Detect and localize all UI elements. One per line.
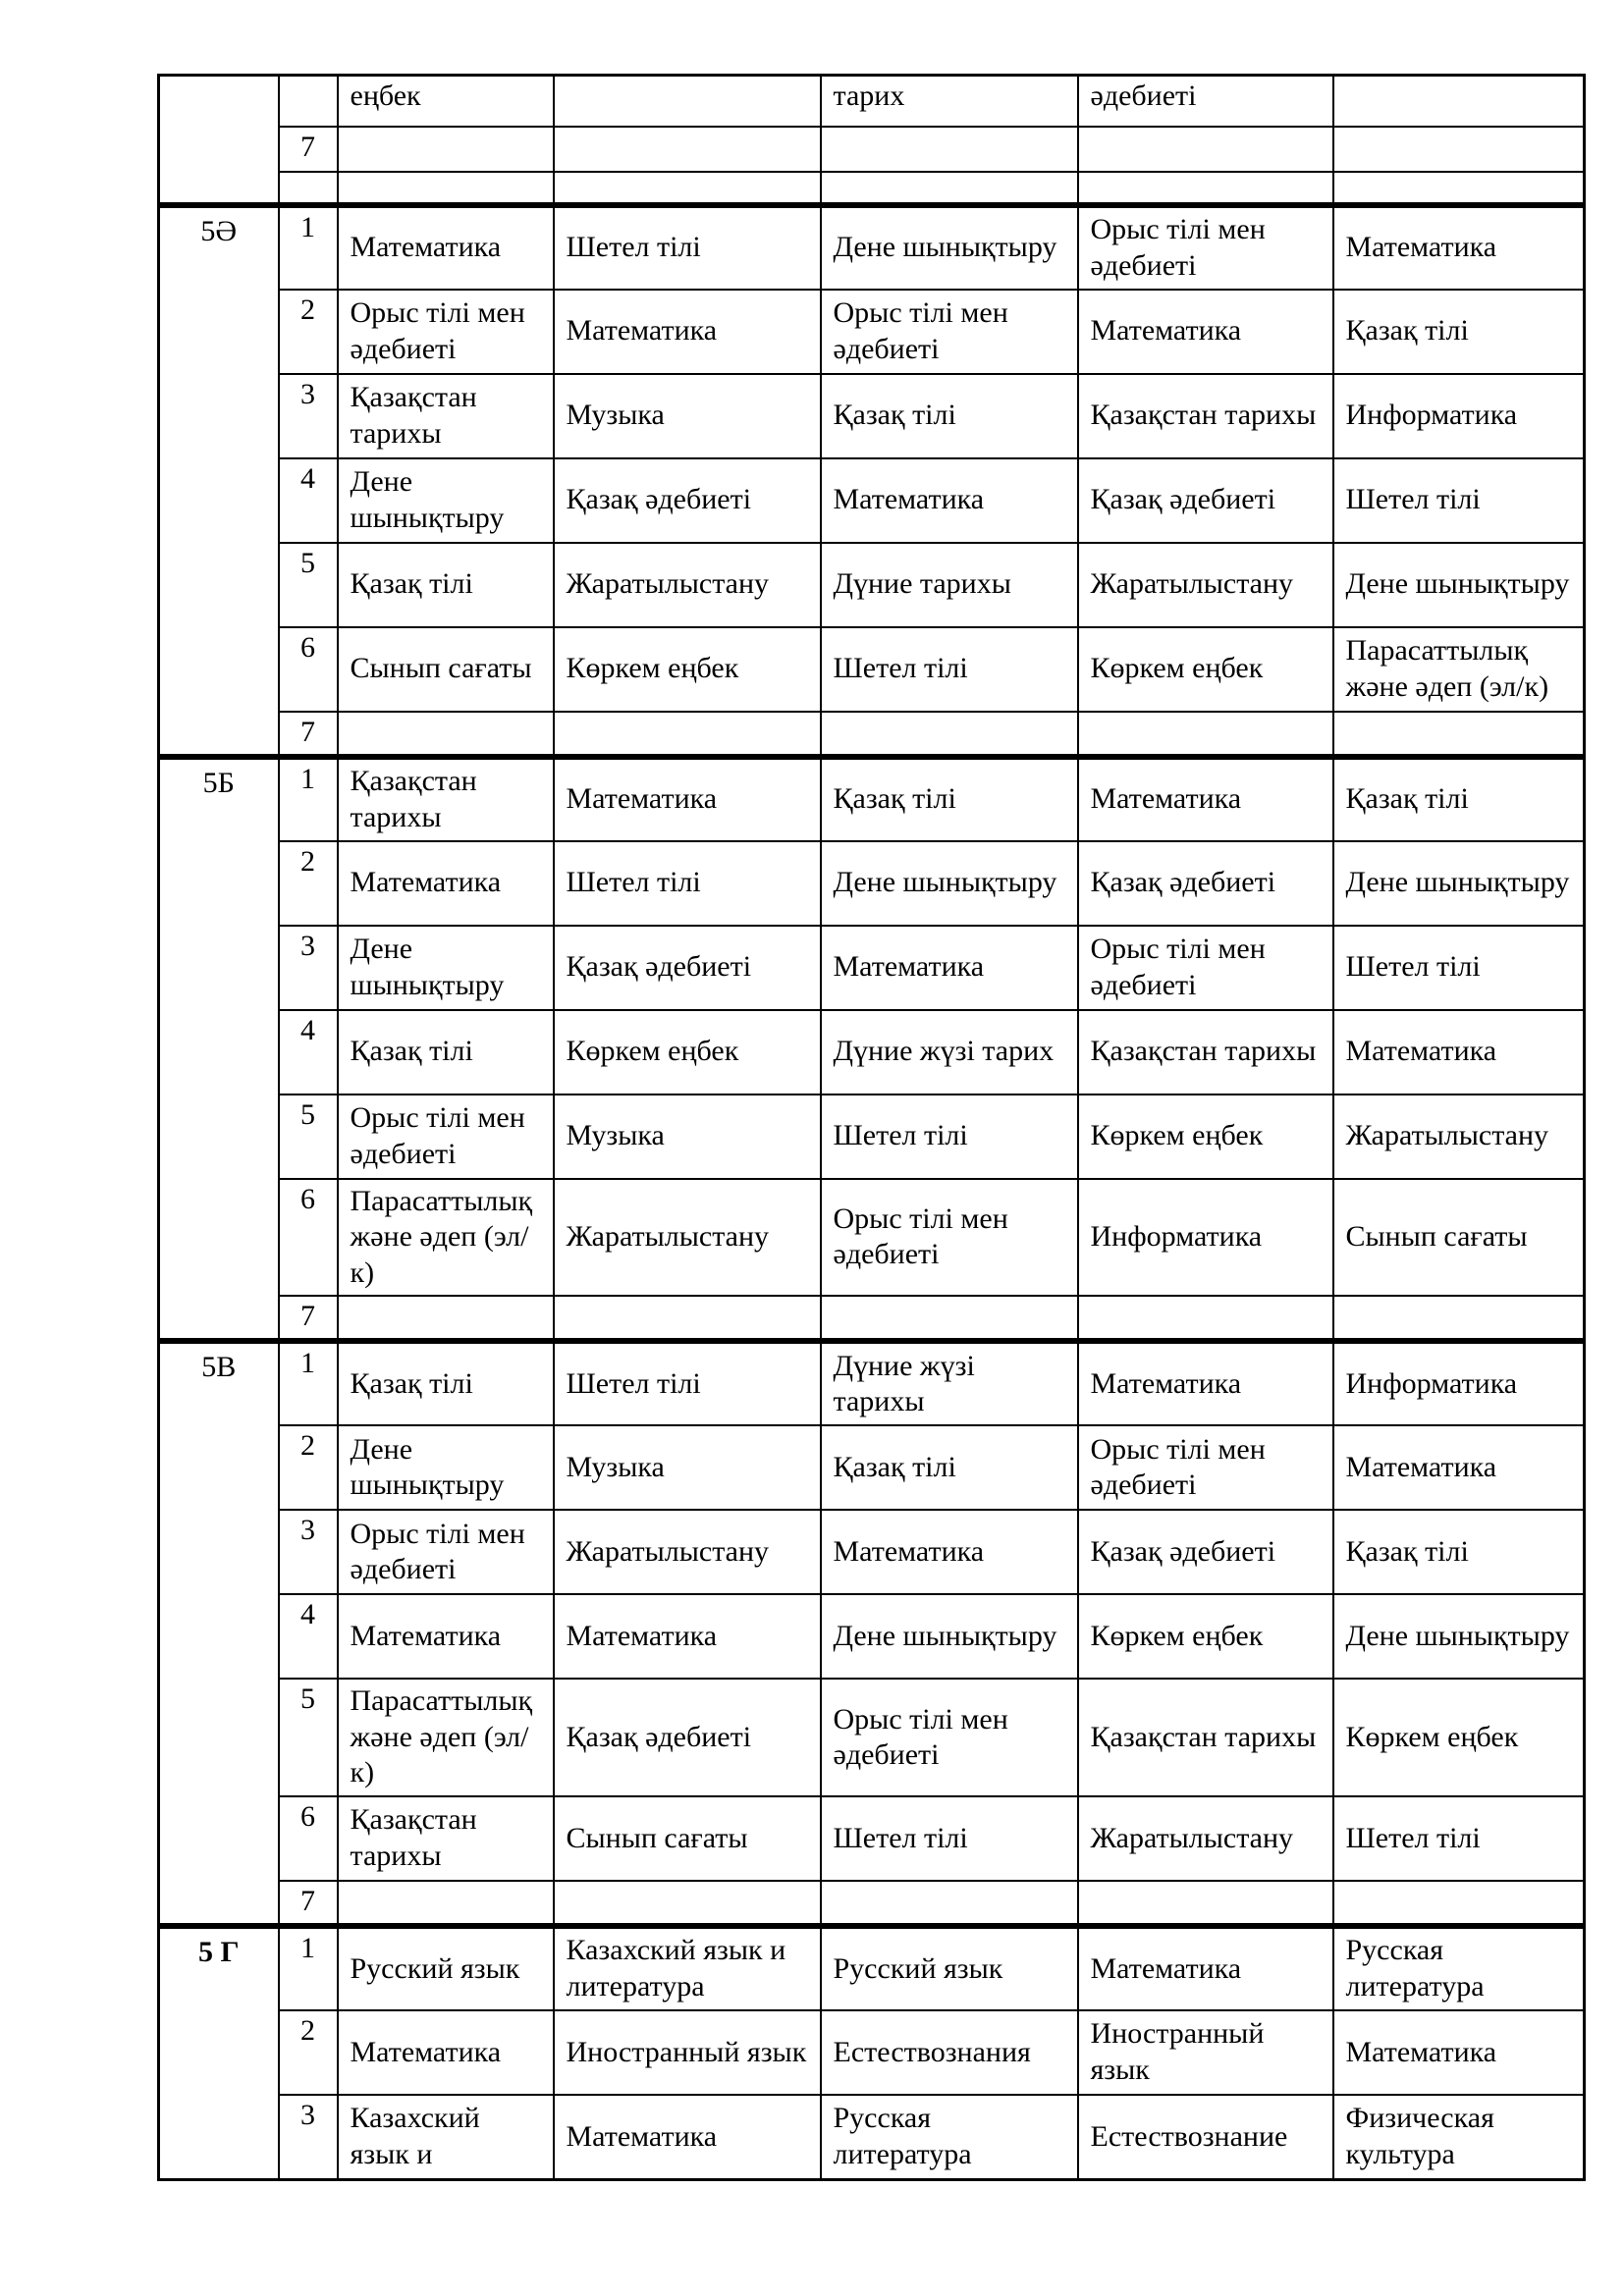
subject-cell: [1333, 1881, 1585, 1926]
subject-cell: [554, 1296, 821, 1341]
subject-cell: Математика: [1078, 1926, 1333, 2010]
subject-cell: Математика: [1333, 205, 1585, 290]
table-row: [159, 1425, 1585, 1510]
table-row: [159, 543, 1585, 627]
lesson-number-cell: 2: [279, 290, 338, 374]
subject-cell: [1078, 172, 1333, 205]
lesson-number-cell: 3: [279, 374, 338, 458]
subject-cell: [1078, 1296, 1333, 1341]
subject-cell: Математика: [821, 458, 1078, 543]
subject-cell: Қазақ әдебиеті: [1078, 1510, 1333, 1594]
subject-cell: Дене шынықтыру: [1333, 1594, 1585, 1679]
lesson-number-cell: 6: [279, 627, 338, 712]
subject-cell: Математика: [338, 2010, 554, 2095]
subject-cell: Иностранный язык: [554, 2010, 821, 2095]
table-row: [159, 2095, 1585, 2179]
subject-cell: [1333, 172, 1585, 205]
subject-cell: Физическая культура: [1333, 2095, 1585, 2179]
lesson-number-cell: 7: [279, 1881, 338, 1926]
table-row: [159, 1926, 1585, 2010]
table-row: [159, 1296, 1585, 1341]
class-label-cell: 5Ә: [159, 205, 279, 757]
subject-cell: [554, 76, 821, 127]
lesson-number-cell: 4: [279, 1594, 338, 1679]
subject-cell: Көркем еңбек: [1333, 1679, 1585, 1796]
lesson-number-cell: 2: [279, 1425, 338, 1510]
subject-cell: Математика: [821, 1510, 1078, 1594]
subject-cell: [821, 1296, 1078, 1341]
lesson-number-cell: 1: [279, 1926, 338, 2010]
table-row: [159, 1881, 1585, 1926]
subject-cell: әдебиеті: [1078, 76, 1333, 127]
lesson-number-cell: 3: [279, 926, 338, 1010]
subject-cell: Көркем еңбек: [1078, 1594, 1333, 1679]
subject-cell: Шетел тілі: [821, 1796, 1078, 1881]
lesson-number-cell: 2: [279, 2010, 338, 2095]
subject-cell: Дене шынықтыру: [1333, 841, 1585, 926]
subject-cell: Русская литература: [821, 2095, 1078, 2179]
subject-cell: [338, 1881, 554, 1926]
subject-cell: Математика: [338, 205, 554, 290]
table-row: [159, 757, 1585, 841]
subject-cell: [554, 127, 821, 172]
subject-cell: Қазақстан тарихы: [1078, 374, 1333, 458]
subject-cell: Көркем еңбек: [554, 627, 821, 712]
table-row: [159, 926, 1585, 1010]
subject-cell: Орыс тілі мен әдебиеті: [1078, 1425, 1333, 1510]
subject-cell: Орыс тілі мен әдебиеті: [338, 1510, 554, 1594]
subject-cell: Математика: [1078, 1341, 1333, 1425]
table-row: [159, 841, 1585, 926]
table-row: [159, 76, 1585, 127]
subject-cell: Жаратылыстану: [1078, 543, 1333, 627]
subject-cell: Жаратылыстану: [1333, 1095, 1585, 1179]
class-label-cell: 5Б: [159, 757, 279, 1342]
subject-cell: Қазақ әдебиеті: [1078, 458, 1333, 543]
table-row: [159, 1179, 1585, 1297]
lesson-number-cell: 3: [279, 2095, 338, 2179]
subject-cell: Русская литература: [1333, 1926, 1585, 2010]
subject-cell: Математика: [1078, 757, 1333, 841]
subject-cell: Дене шынықтыру: [338, 1425, 554, 1510]
class-label-cell: 5 Г: [159, 1926, 279, 2179]
lesson-number-cell: 4: [279, 1010, 338, 1095]
table-row: [159, 1796, 1585, 1881]
subject-cell: [821, 172, 1078, 205]
subject-cell: Математика: [554, 2095, 821, 2179]
subject-cell: Сынып сағаты: [338, 627, 554, 712]
table-row: [159, 1594, 1585, 1679]
subject-cell: Русский язык: [821, 1926, 1078, 2010]
subject-cell: Қазақ тілі: [338, 1010, 554, 1095]
lesson-number-cell: 6: [279, 1179, 338, 1297]
schedule-table: [157, 74, 1586, 2181]
table-row: [159, 374, 1585, 458]
subject-cell: Қазақстан тарихы: [338, 1796, 554, 1881]
subject-cell: Музыка: [554, 1425, 821, 1510]
subject-cell: Дене шынықтыру: [1333, 543, 1585, 627]
subject-cell: Русский язык: [338, 1926, 554, 2010]
subject-cell: Информатика: [1078, 1179, 1333, 1297]
subject-cell: [554, 712, 821, 757]
subject-cell: Дүние тарихы: [821, 543, 1078, 627]
table-row: [159, 127, 1585, 172]
subject-cell: Естествознания: [821, 2010, 1078, 2095]
subject-cell: Қазақстан тарихы: [1078, 1010, 1333, 1095]
subject-cell: Дене шынықтыру: [821, 841, 1078, 926]
subject-cell: Музыка: [554, 1095, 821, 1179]
subject-cell: [1333, 76, 1585, 127]
subject-cell: Информатика: [1333, 1341, 1585, 1425]
subject-cell: Сынып сағаты: [1333, 1179, 1585, 1297]
subject-cell: Қазақ тілі: [821, 374, 1078, 458]
subject-cell: [338, 127, 554, 172]
lesson-number-cell: 7: [279, 127, 338, 172]
table-row: [159, 712, 1585, 757]
subject-cell: Шетел тілі: [1333, 926, 1585, 1010]
subject-cell: [821, 1881, 1078, 1926]
subject-cell: Орыс тілі мен әдебиеті: [1078, 926, 1333, 1010]
subject-cell: Көркем еңбек: [1078, 627, 1333, 712]
subject-cell: Қазақ тілі: [821, 757, 1078, 841]
subject-cell: Математика: [554, 757, 821, 841]
subject-cell: Парасаттылық және әдеп (эл/к): [1333, 627, 1585, 712]
subject-cell: Жаратылыстану: [554, 543, 821, 627]
subject-cell: Жаратылыстану: [554, 1510, 821, 1594]
subject-cell: [1078, 712, 1333, 757]
subject-cell: Математика: [1333, 1425, 1585, 1510]
subject-cell: Қазақ әдебиеті: [554, 926, 821, 1010]
subject-cell: Орыс тілі мен әдебиеті: [821, 290, 1078, 374]
subject-cell: [821, 712, 1078, 757]
lesson-number-cell: 3: [279, 1510, 338, 1594]
lesson-number-cell: 4: [279, 458, 338, 543]
subject-cell: еңбек: [338, 76, 554, 127]
subject-cell: Дүние жүзі тарих: [821, 1010, 1078, 1095]
subject-cell: Қазақ тілі: [821, 1425, 1078, 1510]
table-row: [159, 205, 1585, 290]
subject-cell: Көркем еңбек: [1078, 1095, 1333, 1179]
subject-cell: [1078, 127, 1333, 172]
table-row: [159, 458, 1585, 543]
subject-cell: Жаратылыстану: [554, 1179, 821, 1297]
subject-cell: [1333, 712, 1585, 757]
table-row: [159, 1341, 1585, 1425]
subject-cell: Информатика: [1333, 374, 1585, 458]
subject-cell: Орыс тілі мен әдебиеті: [338, 1095, 554, 1179]
subject-cell: [1333, 127, 1585, 172]
subject-cell: [821, 127, 1078, 172]
table-row: [159, 290, 1585, 374]
subject-cell: Математика: [821, 926, 1078, 1010]
subject-cell: Дене шынықтыру: [338, 458, 554, 543]
subject-cell: Шетел тілі: [1333, 458, 1585, 543]
subject-cell: Математика: [338, 841, 554, 926]
lesson-number-cell: [279, 172, 338, 205]
table-row: [159, 1510, 1585, 1594]
subject-cell: тарих: [821, 76, 1078, 127]
subject-cell: Орыс тілі мен әдебиеті: [1078, 205, 1333, 290]
subject-cell: Орыс тілі мен әдебиеті: [821, 1179, 1078, 1297]
subject-cell: [554, 172, 821, 205]
subject-cell: Орыс тілі мен әдебиеті: [821, 1679, 1078, 1796]
subject-cell: [338, 172, 554, 205]
subject-cell: Казахский язык и: [338, 2095, 554, 2179]
class-label-cell: [159, 76, 279, 205]
subject-cell: Дүние жүзі тарихы: [821, 1341, 1078, 1425]
subject-cell: Қазақстан тарихы: [338, 374, 554, 458]
lesson-number-cell: 7: [279, 712, 338, 757]
lesson-number-cell: 5: [279, 543, 338, 627]
subject-cell: Математика: [338, 1594, 554, 1679]
subject-cell: Математика: [554, 1594, 821, 1679]
subject-cell: Орыс тілі мен әдебиеті: [338, 290, 554, 374]
subject-cell: Шетел тілі: [1333, 1796, 1585, 1881]
subject-cell: Шетел тілі: [554, 841, 821, 926]
subject-cell: Қазақ әдебиеті: [554, 458, 821, 543]
table-row: [159, 172, 1585, 205]
lesson-number-cell: 6: [279, 1796, 338, 1881]
subject-cell: Қазақстан тарихы: [1078, 1679, 1333, 1796]
subject-cell: Қазақ тілі: [1333, 757, 1585, 841]
lesson-number-cell: 1: [279, 757, 338, 841]
class-label-cell: 5В: [159, 1341, 279, 1926]
lesson-number-cell: [279, 76, 338, 127]
table-row: [159, 2010, 1585, 2095]
table-row: [159, 627, 1585, 712]
subject-cell: Қазақ тілі: [338, 543, 554, 627]
subject-cell: Естествознание: [1078, 2095, 1333, 2179]
subject-cell: Қазақ әдебиеті: [554, 1679, 821, 1796]
lesson-number-cell: 2: [279, 841, 338, 926]
subject-cell: Иностранный язык: [1078, 2010, 1333, 2095]
subject-cell: Математика: [1333, 2010, 1585, 2095]
table-row: [159, 1010, 1585, 1095]
subject-cell: Музыка: [554, 374, 821, 458]
subject-cell: [338, 1296, 554, 1341]
subject-cell: Жаратылыстану: [1078, 1796, 1333, 1881]
subject-cell: [338, 712, 554, 757]
lesson-number-cell: 1: [279, 205, 338, 290]
subject-cell: Математика: [1078, 290, 1333, 374]
table-row: [159, 1095, 1585, 1179]
subject-cell: Казахский язык и литература: [554, 1926, 821, 2010]
subject-cell: Қазақстан тарихы: [338, 757, 554, 841]
subject-cell: Шетел тілі: [554, 1341, 821, 1425]
subject-cell: Шетел тілі: [821, 1095, 1078, 1179]
subject-cell: Көркем еңбек: [554, 1010, 821, 1095]
subject-cell: Парасаттылық және әдеп (эл/к): [338, 1179, 554, 1297]
lesson-number-cell: 5: [279, 1679, 338, 1796]
lesson-number-cell: 7: [279, 1296, 338, 1341]
subject-cell: [554, 1881, 821, 1926]
subject-cell: Парасаттылық және әдеп (эл/к): [338, 1679, 554, 1796]
subject-cell: [1333, 1296, 1585, 1341]
subject-cell: Дене шынықтыру: [338, 926, 554, 1010]
subject-cell: Математика: [1333, 1010, 1585, 1095]
subject-cell: Дене шынықтыру: [821, 1594, 1078, 1679]
lesson-number-cell: 5: [279, 1095, 338, 1179]
subject-cell: Математика: [554, 290, 821, 374]
lesson-number-cell: 1: [279, 1341, 338, 1425]
subject-cell: Сынып сағаты: [554, 1796, 821, 1881]
subject-cell: Қазақ әдебиеті: [1078, 841, 1333, 926]
subject-cell: [1078, 1881, 1333, 1926]
subject-cell: Шетел тілі: [554, 205, 821, 290]
subject-cell: Қазақ тілі: [338, 1341, 554, 1425]
table-row: [159, 1679, 1585, 1796]
subject-cell: Шетел тілі: [821, 627, 1078, 712]
subject-cell: Дене шынықтыру: [821, 205, 1078, 290]
subject-cell: Қазақ тілі: [1333, 1510, 1585, 1594]
subject-cell: Қазақ тілі: [1333, 290, 1585, 374]
